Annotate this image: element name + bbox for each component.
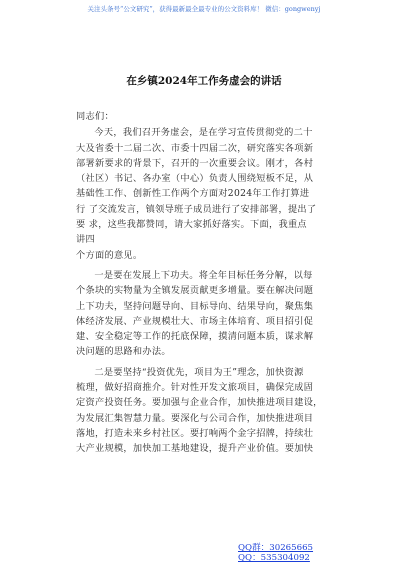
contact-footer [238,543,358,563]
text-line: 一是要在发展上下功夫。将全年目标任务分解，以每 [94,269,313,281]
text-line: 部署新要求的背景下，召开的一次重要会议。刚才，各村 [76,157,314,169]
paragraph-1 [76,125,344,263]
text-line: 落地，打造未来乡村社区。要打响两个金字招牌，持续壮 [76,427,314,439]
text-line: （社区）书记、各办室（中心）负责人围绕短板不足，从 [76,173,314,185]
text-line: 大产业规模，加快加工基地建设，提升产业价值。要加快 [76,443,314,455]
text-line: 体经济发展、产业规模壮大、市场主体培育、项目招引促 [76,315,314,327]
document-title: 在乡镇2024年工作务虚会的讲话 [126,75,282,87]
text-line: 上下功夫，坚持问题导向、目标导向、结果导向，聚焦集 [76,300,314,312]
text-line: 行 了交流发言，镇领导班子成员进行了安排部署，提出了 [76,203,317,215]
paragraph-3 [76,365,344,457]
text-line: 大及省委十二届二次、市委十四届二次，研究落实各项新 [76,142,314,154]
text-line: 要 求，这些我都赞同，请大家抓好落实。下面，我重点 [76,219,307,231]
text-line: 二是要坚持“投资优先，项目为王”理念，加快资源 [94,366,304,378]
text-line: 今天，我们召开务虚会，是在学习宣传贯彻党的二十 [94,127,313,139]
top-banner: 关注头条号“公文研究”，获得最新最全最专业的公文资料库！ 微信：gongwenyj [87,5,321,13]
text-line: 为发展汇集智慧力量。要深化与公司合作，加快推进项目 [76,412,314,424]
text-line: 梳理，做好招商推介。针对性开发文旅项目，确保完成固 [76,382,314,394]
text-line: 个条块的实物量为全镇发展贡献更多增量。要在解决问题 [76,285,314,297]
text-line: 建、安全稳定等工作的托底保障，摸清问题本质，谋求解 [76,331,314,343]
text-line: 定资产投资任务。要加强与企业合作，加快推进项目建设， [76,397,323,409]
document-body [76,109,344,457]
text-line: 个方面的意见。 [76,249,143,261]
salutation: 同志们： [76,111,114,122]
text-line: 讲四 [76,234,95,246]
qq-group-text: QQ群：30265665 [238,543,314,553]
text-line: 决问题的思路和办法。 [76,346,171,358]
qq-text: QQ：535304092 [238,553,310,563]
paragraph-2 [76,268,344,360]
text-line: 基础性工作、创新性工作两个方面对2024年工作打算进 [76,188,310,200]
